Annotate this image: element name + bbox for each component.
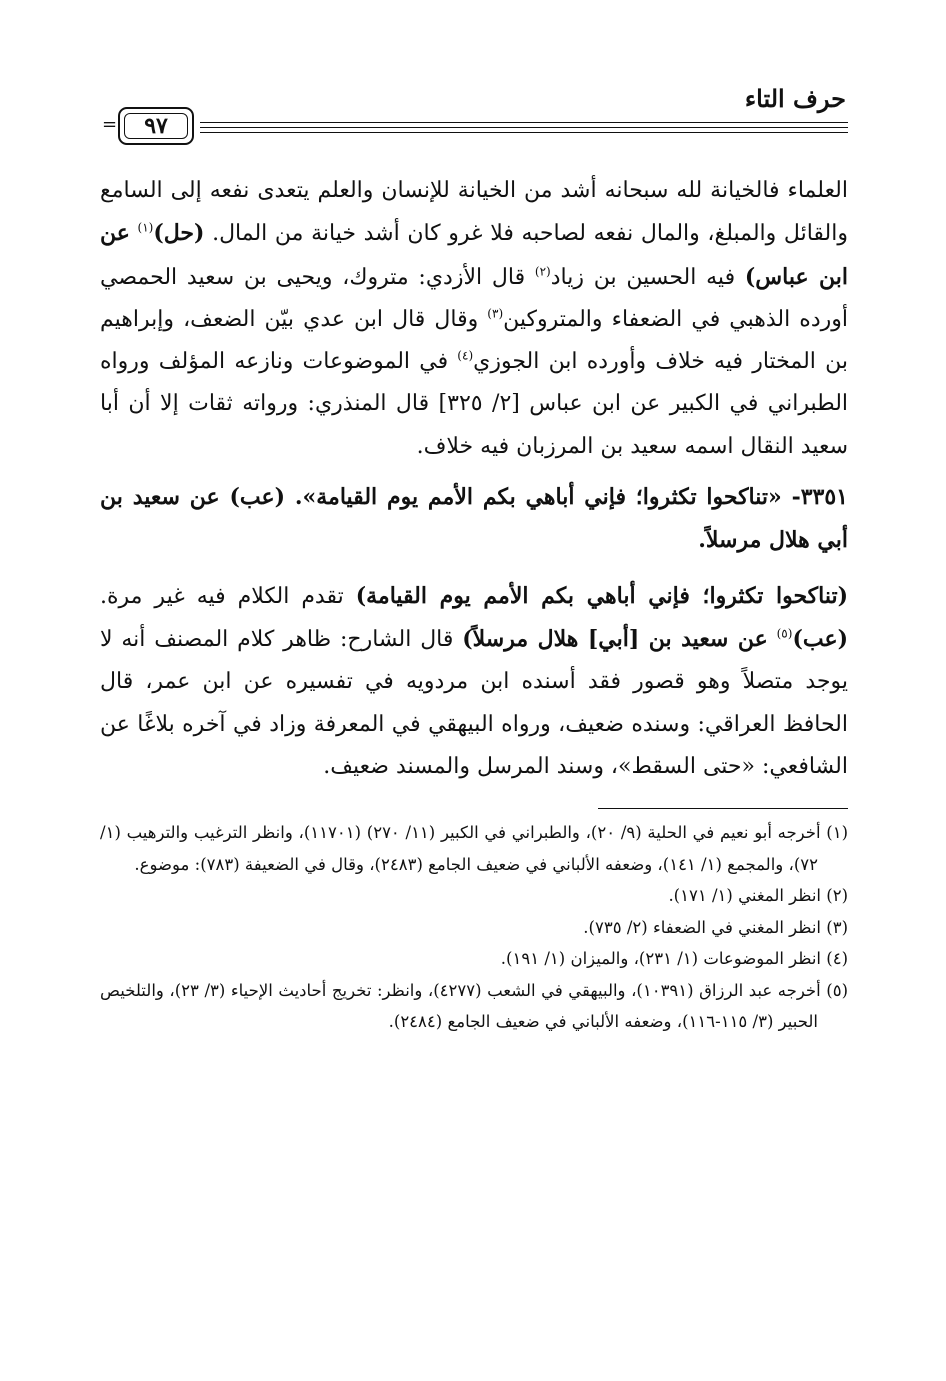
narrator-bold: عن ابن عباس) (100, 220, 849, 290)
footnote-ref: (١) (137, 220, 154, 235)
page-number: ٩٧ (124, 113, 188, 139)
footnote: (٤) انظر الموضوعات (١/ ٢٣١)، والميزان (١/ ١٩١). (500, 949, 848, 969)
text-run: تقدم الكلام فيه غير مرة. (100, 583, 356, 609)
source-code: (حل) (153, 220, 205, 247)
header-rule (200, 122, 848, 123)
footnote: (١) أخرجه أبو نعيم في الحلية (٩/ ٢٠)، والطبراني في الكبير (١١/ ٢٧٠) (١١٧٠١)، وانظر الترغيب والترهيب (١/ ٧٢)، والمجمع (١/ ١٤١)، وضعفه الألباني في ضعيف الجامع (٢٤٨٣)، وقال في الضعيفة (٧٨٣): موضوع. (100, 823, 849, 874)
header-rule (200, 132, 848, 133)
header-rule (200, 127, 848, 128)
text-run (768, 627, 777, 652)
hadith-quote: (تناكحوا تكثروا؛ فإني أباهي بكم الأمم يوم القيامة) (355, 582, 848, 609)
paragraph (100, 170, 848, 468)
text-run (130, 221, 138, 246)
text-run: قال الشارح: ظاهر كلام المصنف أنه لا يوجد متصلاً وهو قصور فقد أسنده ابن مردويه في تفسيره عن ابن عمر، قال الحافظ العراقي: وسنده ضعيف، ورواه البيهقي في المعرفة وزاد في آخره بلاغًا عن الشافعي: «حتى السقط»، وسند المرسل والمسند ضعيف. (100, 626, 848, 779)
source-code: (عب) (792, 625, 848, 652)
footnote-ref: (٥) (776, 626, 793, 641)
footnote-ref: (٤) (457, 348, 474, 363)
footnote-ref: (٣) (487, 306, 504, 321)
footnote-ref: (٢) (534, 264, 551, 279)
hadith-text: ٣٣٥١- «تناكحوا تكثروا؛ فإني أباهي بكم الأمم يوم القيامة». (عب) عن سعيد بن أبي هلال مرسلاً. (100, 484, 848, 554)
page-number-frame (118, 107, 194, 145)
narrator-bold: عن سعيد بن [أبي] هلال مرسلاً) (462, 625, 768, 652)
hadith-entry (100, 476, 848, 563)
footnotes (100, 817, 848, 1038)
text-run: فيه الحسين بن زياد (550, 264, 745, 290)
rule-end-mark: = (102, 114, 118, 135)
footnote: (٥) أخرجه عبد الرزاق (١٠٣٩١)، والبيهقي في الشعب (٤٢٧٧)، وانظر: تخريج أحاديث الإحياء (٣/ ٢٣)، والتلخيص الحبير (٣/ ١١٥-١١٦)، وضعفه الألباني في ضعيف الجامع (٢٤٨٤). (100, 980, 848, 1032)
page (100, 76, 848, 1038)
main-text (100, 170, 848, 788)
text-run: وقال قال ابن عدي بيّن الضعف، وإبراهيم بن المختار فيه خلاف وأورده ابن الجوزي (100, 306, 848, 375)
paragraph (100, 575, 848, 788)
footnote: (٣) انظر المغني في الضعفاء (٢/ ٧٣٥). (583, 917, 848, 937)
page-header (100, 76, 848, 152)
footnote-separator (598, 808, 848, 809)
text-run: في الموضوعات ونازعه المؤلف ورواه الطبراني في الكبير عن ابن عباس [٢/ ٣٢٥] قال المنذري: ورواته ثقات إلا أن أبا سعيد النقال اسمه سعيد بن المرزبان فيه خلاف. (100, 349, 849, 459)
chapter-title: حرف التاء (744, 84, 846, 113)
text-run: قال الأزدي: متروك، ويحيى بن سعيد الحمصي أورده الذهبي في الضعفاء والمتروكين (100, 264, 848, 332)
footnote: (٢) انظر المغني (١/ ١٧١). (668, 886, 848, 906)
text-run: العلماء فالخيانة لله سبحانه أشد من الخيانة للإنسان والعلم يتعدى نفعه إلى السامع والقائل والمبلغ، والمال نفعه لصاحبه فلا غرو كان أشد خيانة من المال. (100, 178, 848, 247)
